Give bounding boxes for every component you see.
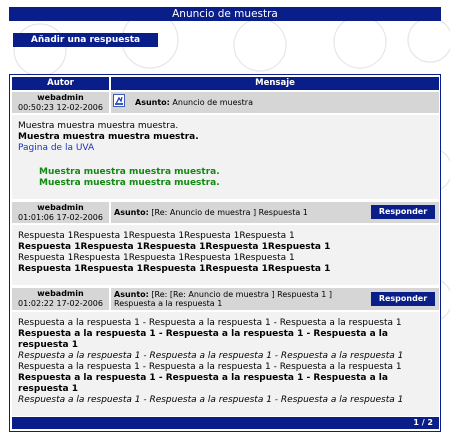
page-title: Anuncio de muestra (9, 7, 441, 21)
reply-button[interactable]: Responder (371, 205, 435, 219)
subject-label: Asunto: (135, 98, 170, 107)
quote-line: Muestra muestra muestra muestra. (39, 167, 220, 177)
author-cell (12, 288, 109, 310)
post-line: Respuesta a la respuesta 1 - Respuesta a la respuesta 1 - Respuesta a la respuesta 1 (18, 329, 388, 350)
post-header (12, 92, 439, 113)
subject-label: Asunto: (114, 208, 149, 217)
post-line: Respuesta 1Respuesta 1Respuesta 1Respuesta 1Respuesta 1 (18, 253, 295, 263)
subject-text: [Re: [Re: Anuncio de muestra ] Respuesta 1 ] Respuesta a la respuesta 1 (114, 290, 333, 308)
author-name: webadmin (37, 203, 84, 212)
post-line: Respuesta a la respuesta 1 - Respuesta a la respuesta 1 - Respuesta a la respuesta 1 (18, 395, 404, 405)
subject-text: Anuncio de muestra (172, 98, 253, 107)
add-reply-button[interactable]: Añadir una respuesta (13, 33, 158, 47)
pagination[interactable]: 1 / 2 (12, 417, 439, 429)
uva-link[interactable]: Pagina de la UVA (18, 143, 95, 153)
message-table (9, 74, 441, 432)
post-header (12, 288, 439, 310)
subject-cell (111, 92, 439, 113)
author-name: webadmin (37, 93, 84, 102)
subject-label: Asunto: (114, 290, 149, 299)
column-header-author: Autor (12, 77, 109, 90)
author-cell (12, 92, 109, 113)
message-icon (113, 94, 125, 107)
post-line: Respuesta a la respuesta 1 - Respuesta a la respuesta 1 - Respuesta a la respuesta 1 (18, 373, 388, 394)
column-header-message: Mensaje (111, 77, 439, 90)
post-header (12, 202, 439, 223)
post-line: Respuesta a la respuesta 1 - Respuesta a la respuesta 1 - Respuesta a la respuesta 1 (18, 362, 402, 372)
post-line: Respuesta 1Respuesta 1Respuesta 1Respuesta 1Respuesta 1 (18, 242, 331, 252)
post-line: Respuesta 1Respuesta 1Respuesta 1Respuesta 1Respuesta 1 (18, 231, 295, 241)
post-line: Respuesta a la respuesta 1 - Respuesta a la respuesta 1 - Respuesta a la respuesta 1 (18, 318, 402, 328)
post-line: Muestra muestra muestra muestra. (18, 132, 199, 142)
post-body (12, 225, 439, 285)
post-body (12, 312, 439, 416)
post-date: 00:50:23 12-02-2006 (18, 103, 103, 112)
post-line: Respuesta a la respuesta 1 - Respuesta a la respuesta 1 - Respuesta a la respuesta 1 (18, 351, 404, 361)
post-line: Muestra muestra muestra muestra. (18, 121, 179, 131)
subject-text: [Re: Anuncio de muestra ] Respuesta 1 (151, 208, 308, 217)
author-cell (12, 202, 109, 223)
post-date: 01:01:06 17-02-2006 (18, 213, 103, 222)
post-body (12, 115, 439, 199)
quote-line: Muestra muestra muestra muestra. (39, 178, 220, 188)
post-date: 01:02:22 17-02-2006 (18, 299, 103, 308)
author-name: webadmin (37, 289, 84, 298)
post-line: Respuesta 1Respuesta 1Respuesta 1Respuesta 1Respuesta 1 (18, 264, 331, 274)
reply-button[interactable]: Responder (371, 292, 435, 306)
